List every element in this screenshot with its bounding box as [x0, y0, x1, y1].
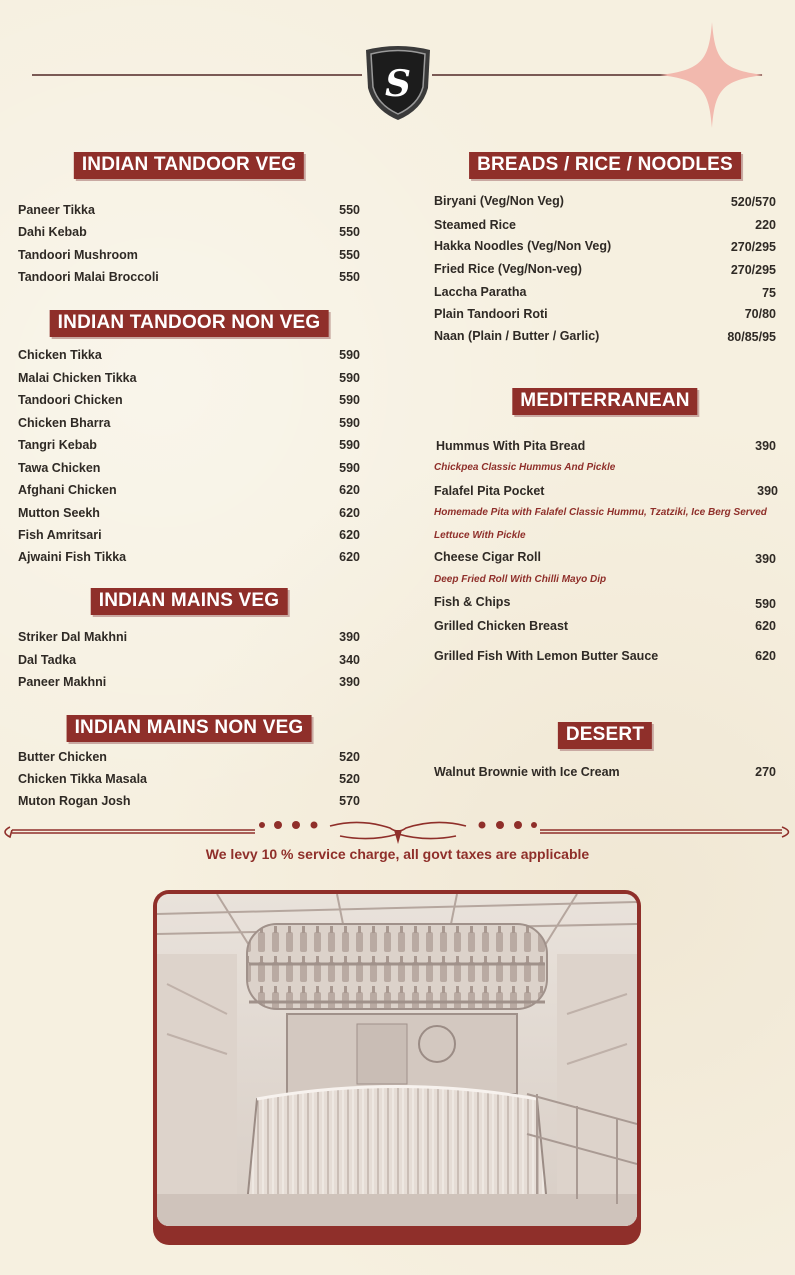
menu-item-price: 520 — [339, 772, 360, 786]
menu-item-price: 620 — [755, 649, 776, 663]
menu-item-description: Lettuce With Pickle — [434, 530, 526, 541]
menu-item-price: 390 — [755, 552, 776, 566]
menu-item-price: 590 — [339, 438, 360, 452]
menu-item-price: 75 — [762, 286, 776, 300]
menu-item-description: Chickpea Classic Hummus And Pickle — [434, 462, 616, 473]
menu-item-name: Afghani Chicken — [18, 483, 117, 497]
menu-item-name: Dahi Kebab — [18, 225, 87, 239]
menu-item-name: Paneer Makhni — [18, 675, 107, 689]
menu-item-price: 620 — [339, 528, 360, 542]
section-title-mediterranean: MEDITERRANEAN — [512, 388, 697, 415]
menu-item-price: 570 — [339, 794, 360, 808]
menu-item-price: 270 — [755, 765, 776, 779]
menu-item-price: 80/85/95 — [727, 330, 776, 344]
section-title-breads: BREADS / RICE / NOODLES — [469, 152, 741, 179]
menu-item-description: Homemade Pita with Falafel Classic Hummu, Tzatziki, Ice Berg Served — [434, 507, 767, 518]
header-rule-left — [32, 74, 362, 76]
menu-item-name: Naan (Plain / Butter / Garlic) — [434, 329, 600, 343]
menu-item-name: Tandoori Malai Broccoli — [18, 270, 159, 284]
menu-item-name: Hummus With Pita Bread — [436, 439, 586, 453]
menu-item-name: Chicken Tikka Masala — [18, 772, 148, 786]
menu-item-price: 590 — [339, 371, 360, 385]
menu-item-price: 270/295 — [730, 263, 776, 277]
menu-item-price: 590 — [339, 416, 360, 430]
menu-item-price: 520/570 — [730, 195, 776, 209]
menu-item-price: 550 — [339, 203, 360, 217]
menu-item-name: Ajwaini Fish Tikka — [18, 550, 127, 564]
menu-item-name: Tawa Chicken — [18, 461, 101, 475]
menu-item-name: Cheese Cigar Roll — [434, 550, 541, 564]
menu-item-price: 590 — [339, 348, 360, 362]
menu-item-name: Tandoori Mushroom — [18, 248, 138, 262]
menu-item-price: 620 — [339, 506, 360, 520]
menu-item-name: Muton Rogan Josh — [18, 794, 131, 808]
menu-item-name: Falafel Pita Pocket — [434, 484, 545, 498]
menu-item-price: 390 — [757, 484, 778, 498]
menu-item-price: 520 — [339, 750, 360, 764]
menu-item-name: Grilled Fish With Lemon Butter Sauce — [434, 649, 659, 663]
menu-item-price: 590 — [339, 461, 360, 475]
menu-item-price: 590 — [339, 393, 360, 407]
ornamental-divider — [0, 812, 795, 848]
menu-item-price: 390 — [339, 630, 360, 644]
menu-item-name: Mutton Seekh — [18, 506, 100, 520]
menu-item-name: Malai Chicken Tikka — [18, 371, 137, 385]
menu-item-name: Laccha Paratha — [434, 285, 527, 299]
menu-item-name: Grilled Chicken Breast — [434, 619, 569, 633]
menu-item-price: 390 — [339, 675, 360, 689]
bar-photo — [157, 894, 637, 1226]
menu-item-price: 70/80 — [744, 307, 776, 321]
section-title-tandoor-veg: INDIAN TANDOOR VEG — [74, 152, 304, 179]
menu-item-price: 620 — [339, 483, 360, 497]
menu-item-price: 590 — [755, 597, 776, 611]
menu-item-name: Fried Rice (Veg/Non-veg) — [434, 262, 582, 276]
menu-item-price: 620 — [755, 619, 776, 633]
menu-item-name: Tandoori Chicken — [18, 393, 123, 407]
bar-interior-illustration — [157, 894, 637, 1226]
section-title-mains-nonveg: INDIAN MAINS NON VEG — [67, 715, 312, 742]
menu-item-name: Chicken Tikka — [18, 348, 102, 362]
section-title-mains-veg: INDIAN MAINS VEG — [91, 588, 288, 615]
service-charge-note: We levy 10 % service charge, all govt taxes are applicable — [205, 846, 590, 862]
menu-item-name: Striker Dal Makhni — [18, 630, 128, 644]
svg-text:S: S — [385, 63, 411, 105]
menu-item-name: Butter Chicken — [18, 750, 107, 764]
menu-item-name: Hakka Noodles (Veg/Non Veg) — [434, 239, 612, 253]
menu-item-name: Walnut Brownie with Ice Cream — [434, 765, 620, 779]
menu-item-price: 390 — [755, 439, 776, 453]
menu-item-name: Steamed Rice — [434, 218, 516, 232]
menu-item-description: Deep Fried Roll With Chilli Mayo Dip — [434, 574, 607, 585]
menu-item-name: Dal Tadka — [18, 653, 77, 667]
menu-item-name: Paneer Tikka — [18, 203, 95, 217]
menu-item-name: Fish & Chips — [434, 595, 511, 609]
menu-item-name: Chicken Bharra — [18, 416, 111, 430]
menu-item-name: Tangri Kebab — [18, 438, 97, 452]
menu-item-price: 340 — [339, 653, 360, 667]
menu-item-price: 550 — [339, 225, 360, 239]
section-title-desert: DESERT — [558, 722, 652, 749]
menu-item-name: Biryani (Veg/Non Veg) — [434, 194, 564, 208]
bar-photo-frame — [153, 890, 641, 1245]
menu-item-price: 550 — [339, 270, 360, 284]
sparkle-icon — [660, 22, 764, 128]
menu-item-name: Fish Amritsari — [18, 528, 102, 542]
menu-item-price: 220 — [755, 218, 776, 232]
menu-item-price: 270/295 — [730, 240, 776, 254]
menu-item-price: 620 — [339, 550, 360, 564]
shield-logo-icon — [362, 44, 434, 122]
section-title-tandoor-nonveg: INDIAN TANDOOR NON VEG — [50, 310, 329, 337]
menu-item-price: 550 — [339, 248, 360, 262]
menu-item-name: Plain Tandoori Roti — [434, 307, 548, 321]
